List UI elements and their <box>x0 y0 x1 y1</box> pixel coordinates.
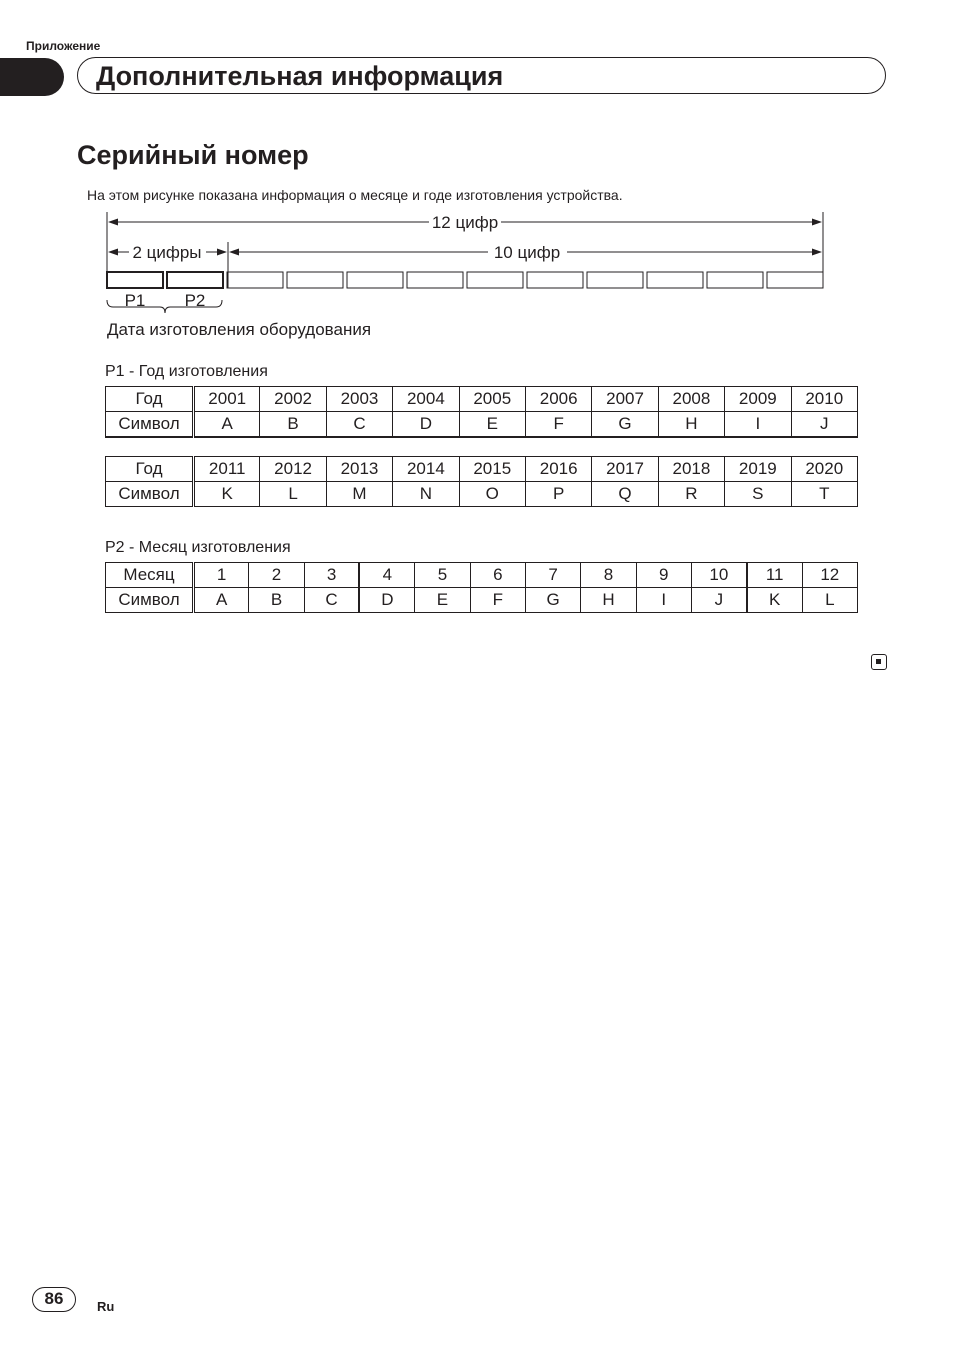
year-cell: 2009 <box>725 387 791 412</box>
symbol-cell: K <box>747 588 802 613</box>
month-cell: 12 <box>802 563 857 588</box>
row-header-symbol: Символ <box>106 588 194 613</box>
symbol-cell: B <box>249 588 304 613</box>
month-cell: 10 <box>691 563 746 588</box>
row-header-year: Год <box>106 387 194 412</box>
p2-label: P2 <box>184 291 206 310</box>
digit-boxes <box>107 272 823 288</box>
ten-digits-label: 10 цифр <box>493 243 561 262</box>
symbol-cell: E <box>459 412 525 438</box>
year-cell: 2014 <box>393 457 459 482</box>
symbol-cell: R <box>658 482 724 507</box>
digit-box <box>407 272 463 288</box>
month-cell: 8 <box>581 563 636 588</box>
row-header-month: Месяц <box>106 563 194 588</box>
year-cell: 2003 <box>326 387 392 412</box>
month-cell: 1 <box>194 563 249 588</box>
month-cell: 6 <box>470 563 525 588</box>
symbol-cell: D <box>359 588 414 613</box>
month-cell: 3 <box>304 563 359 588</box>
row-header-symbol: Символ <box>106 482 194 507</box>
month-cell: 4 <box>359 563 414 588</box>
year-cell: 2012 <box>260 457 326 482</box>
year-cell: 2020 <box>791 457 857 482</box>
digit-box <box>287 272 343 288</box>
symbol-cell: F <box>470 588 525 613</box>
year-cell: 2004 <box>393 387 459 412</box>
symbol-cell: C <box>326 412 392 438</box>
section-label: Приложение <box>26 39 101 53</box>
year-cell: 2007 <box>592 387 658 412</box>
symbol-cell: G <box>525 588 580 613</box>
year-table-part1 <box>105 386 858 438</box>
p1-table-caption: P1 - Год изготовления <box>105 363 268 380</box>
page-title: Серийный номер <box>77 140 309 170</box>
symbol-cell: L <box>802 588 857 613</box>
digit-box <box>227 272 283 288</box>
symbol-cell: A <box>194 412 260 438</box>
year-cell: 2008 <box>658 387 724 412</box>
symbol-cell: D <box>393 412 459 438</box>
digit-box <box>527 272 583 288</box>
year-cell: 2016 <box>525 457 591 482</box>
symbol-cell: N <box>393 482 459 507</box>
symbol-cell: C <box>304 588 359 613</box>
year-cell: 2010 <box>791 387 857 412</box>
symbol-cell: Q <box>592 482 658 507</box>
symbol-cell: S <box>725 482 791 507</box>
symbol-cell: K <box>194 482 260 507</box>
year-cell: 2002 <box>260 387 326 412</box>
year-cell: 2011 <box>194 457 260 482</box>
symbol-cell: B <box>260 412 326 438</box>
symbol-cell: J <box>691 588 746 613</box>
symbol-cell: G <box>592 412 658 438</box>
symbol-cell: A <box>194 588 249 613</box>
symbol-cell: E <box>415 588 470 613</box>
year-cell: 2013 <box>326 457 392 482</box>
symbol-cell: I <box>636 588 691 613</box>
month-cell: 9 <box>636 563 691 588</box>
month-table <box>105 562 858 613</box>
year-table-part2 <box>105 456 858 507</box>
row-header-year: Год <box>106 457 194 482</box>
year-cell: 2019 <box>725 457 791 482</box>
digit-box <box>167 272 223 288</box>
symbol-cell: M <box>326 482 392 507</box>
table-row <box>106 457 858 482</box>
digit-box <box>767 272 823 288</box>
symbol-cell: P <box>525 482 591 507</box>
symbol-cell: O <box>459 482 525 507</box>
digit-box <box>707 272 763 288</box>
digit-box <box>647 272 703 288</box>
symbol-cell: H <box>658 412 724 438</box>
symbol-cell: F <box>525 412 591 438</box>
year-cell: 2005 <box>459 387 525 412</box>
header-title: Дополнительная информация <box>96 61 504 91</box>
end-of-section-icon <box>871 654 887 670</box>
symbol-cell: T <box>791 482 857 507</box>
month-cell: 5 <box>415 563 470 588</box>
row-header-symbol: Символ <box>106 412 194 438</box>
digit-box <box>587 272 643 288</box>
p1-label: P1 <box>124 291 146 310</box>
two-digits-label: 2 цифры <box>132 243 202 262</box>
month-cell: 11 <box>747 563 802 588</box>
symbol-cell: J <box>791 412 857 438</box>
diagram-caption: Дата изготовления оборудования <box>107 320 372 339</box>
symbol-cell: I <box>725 412 791 438</box>
digit-box <box>347 272 403 288</box>
year-cell: 2018 <box>658 457 724 482</box>
month-cell: 7 <box>525 563 580 588</box>
serial-number-diagram <box>0 0 954 320</box>
language-code: Ru <box>97 1299 115 1314</box>
table-row <box>106 482 858 507</box>
digit-box <box>467 272 523 288</box>
table-row <box>106 412 858 438</box>
month-cell: 2 <box>249 563 304 588</box>
table-row <box>106 563 858 588</box>
symbol-cell: H <box>581 588 636 613</box>
p2-table-caption: P2 - Месяц изготовления <box>105 539 291 556</box>
year-cell: 2017 <box>592 457 658 482</box>
table-row <box>106 588 858 613</box>
year-cell: 2006 <box>525 387 591 412</box>
table-row <box>106 387 858 412</box>
year-cell: 2015 <box>459 457 525 482</box>
digit-box <box>107 272 163 288</box>
page-number: 86 <box>32 1287 76 1312</box>
intro-text: На этом рисунке показана информация о месяце и годе изготовления устройства. <box>87 187 623 203</box>
total-digits-label: 12 цифр <box>431 213 499 232</box>
symbol-cell: L <box>260 482 326 507</box>
year-cell: 2001 <box>194 387 260 412</box>
